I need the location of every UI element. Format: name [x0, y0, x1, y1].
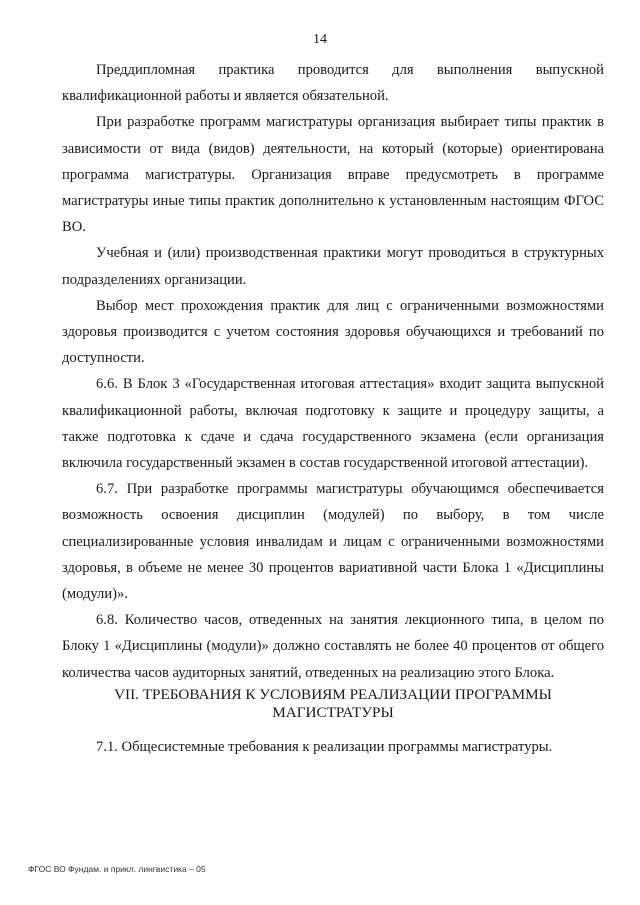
paragraph: 6.6. В Блок 3 «Государственная итоговая аттестация» входит защита выпускной квалификационной работы, включая подготовку к защите и процедуру защиты, а также подготовка к сдаче и сдача государственного экзамена (если организация включила государственный экзамен в состав государственной итоговой аттестации).: [62, 376, 604, 472]
subsection-title: 7.1. Общесистемные требования к реализации программы магистратуры.: [96, 738, 553, 755]
section-heading: [62, 686, 604, 722]
paragraph: 6.7. При разработке программы магистратуры обучающимся обеспечивается возможность освоения дисциплин (модулей) по выбору, в том числе специализированные условия инвалидам и лицам с ограниченными возможностями здоровья, в объеме не менее 30 процентов вариативной части Блока 1 «Дисциплины (модули)».: [62, 481, 604, 603]
page-number: 14: [313, 32, 327, 47]
paragraph: Преддипломная практика проводится для выполнения выпускной квалификационной работы и является обязательной.: [62, 62, 604, 105]
paragraph: При разработке программ магистратуры организация выбирает типы практик в зависимости от вида (видов) деятельности, на который (которые) ориентирована программа магистратуры. Организация вправе предусмотреть в программе магистратуры иные типы практик дополнительно к установленным настоящим ФГОС ВО.: [62, 114, 604, 236]
paragraph: Выбор мест прохождения практик для лиц с ограниченными возможностями здоровья производится с учетом состояния здоровья обучающихся и требований по доступности.: [62, 297, 604, 367]
section-heading-line2: МАГИСТРАТУРЫ: [272, 703, 394, 721]
page-body: [62, 57, 604, 760]
paragraph: 6.8. Количество часов, отведенных на занятия лекционного типа, в целом по Блоку 1 «Дисциплины (модули)» должно составлять не более 40 процентов от общего количества часов аудиторных занятий, отведенных на реализацию этого Блока.: [62, 612, 604, 681]
footer-note: ФГОС ВО Фундам. и прикл. лингвистика – 05: [28, 864, 206, 874]
paragraph: Учебная и (или) производственная практики могут проводиться в структурных подразделениях организации.: [62, 245, 604, 288]
section-heading-line1: VII. ТРЕБОВАНИЯ К УСЛОВИЯМ РЕАЛИЗАЦИИ ПРОГРАММЫ: [114, 685, 552, 703]
